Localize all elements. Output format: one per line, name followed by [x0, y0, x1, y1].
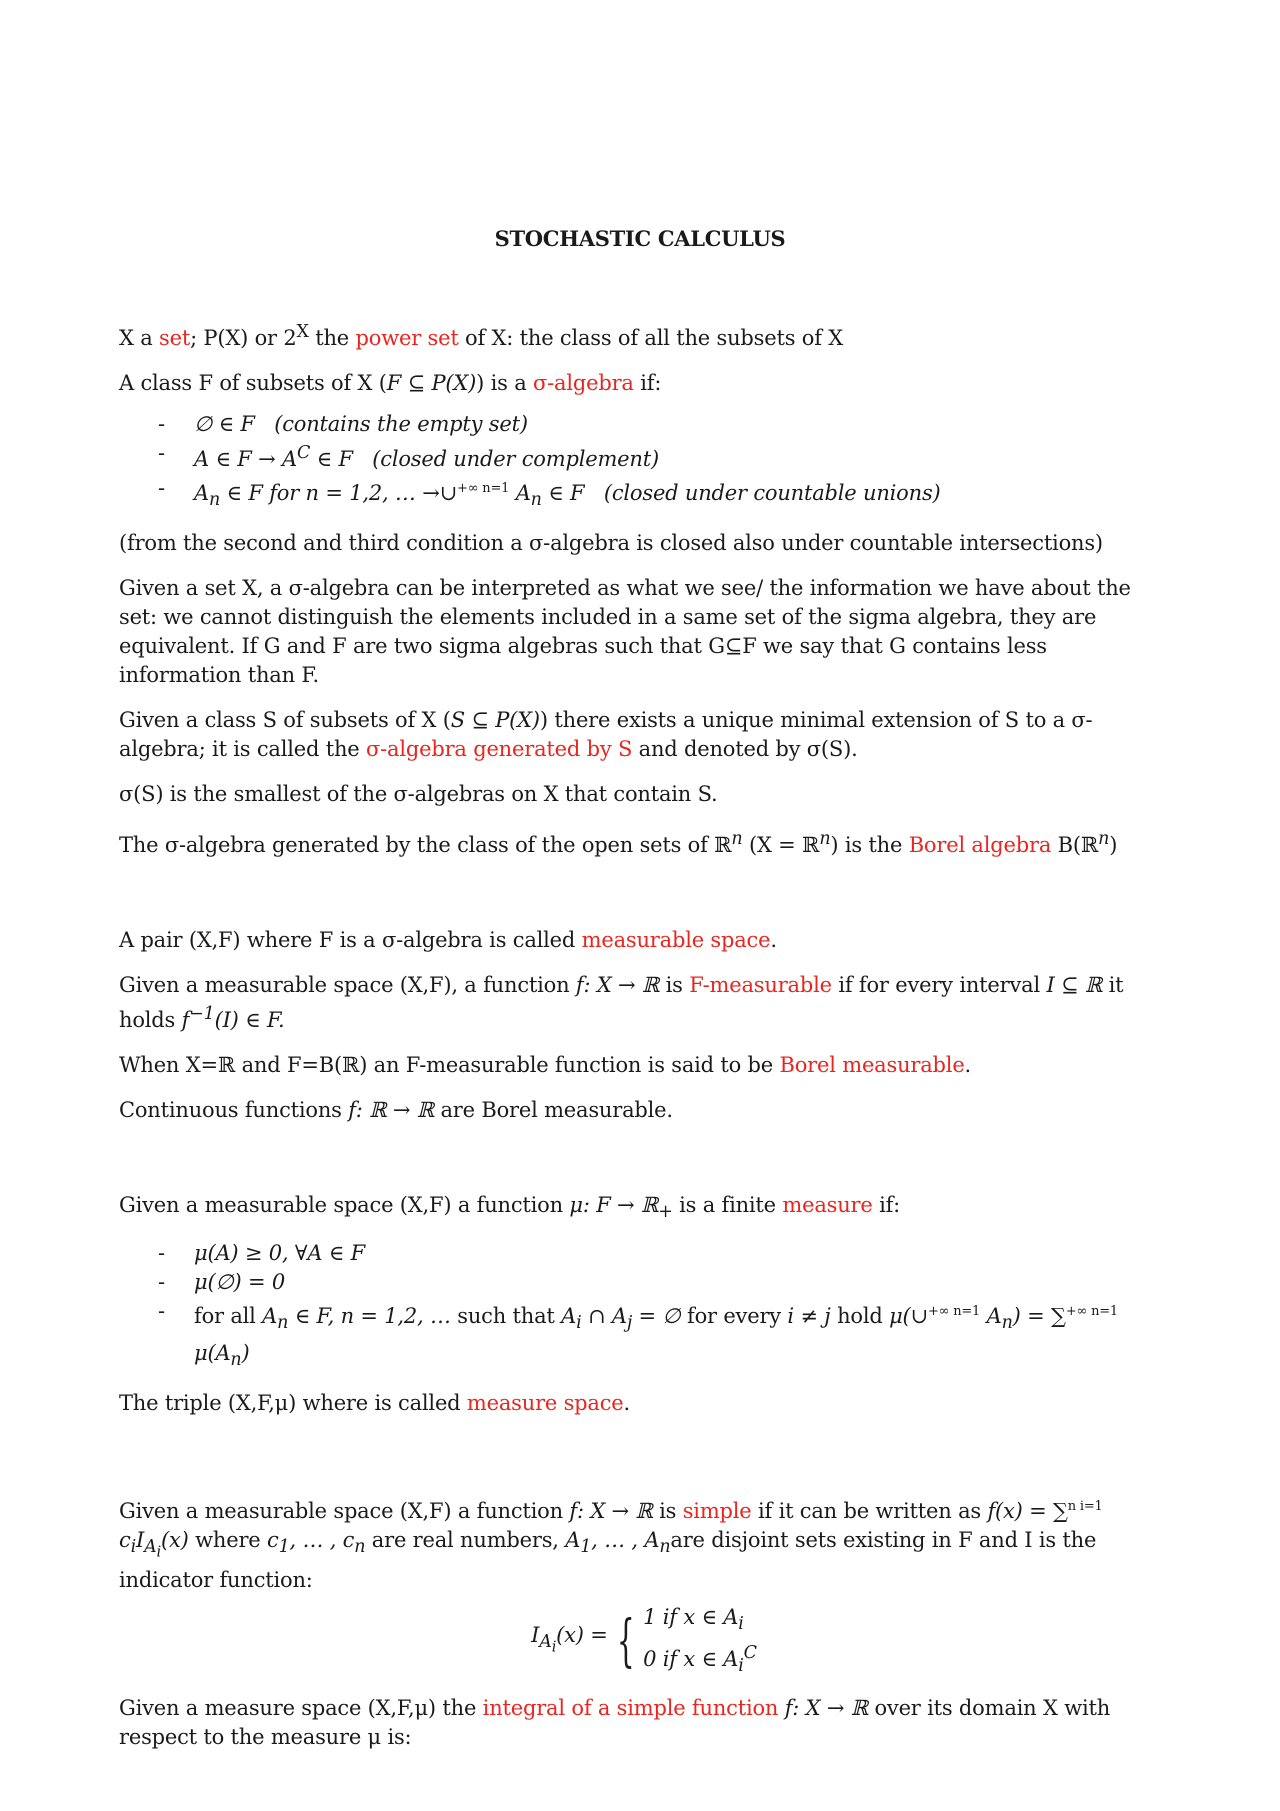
term-set: set	[159, 326, 191, 350]
paragraph-measure-def: Given a measurable space (X,F) a function μ: F → ℝ$_+$ is a finite measure if:	[119, 1193, 901, 1223]
term-integral-simple: integral of a simple function	[482, 1695, 779, 1720]
term-measure-space: measure space	[466, 1390, 624, 1415]
paragraph-information: Given a set X, a σ-algebra can be interpreted as what we see/ the information we have about the set: we cannot distinguish the elements included in a same set of the sigma algebra, they are equivalent. If G and F are two sigma algebras such that G⊆F we say that G contains less information than F.	[119, 576, 1131, 688]
paragraph-measurable-space: A pair (X,F) where F is a σ-algebra is called measurable space.	[119, 928, 777, 953]
paragraph-measure-space: The triple (X,F,μ) where is called measure space.	[119, 1390, 631, 1415]
term-f-measurable: F-measurable	[689, 973, 832, 998]
paragraph-borel-algebra: The σ-algebra generated by the class of the open sets of ℝ$^n$ (X = ℝ$^n$) is the Borel algebra B(ℝ$^n$)	[119, 829, 1118, 858]
paragraph-borel-measurable: When X=ℝ and F=B(ℝ) an F-measurable function is said to be Borel measurable.	[119, 1053, 972, 1078]
paragraph-smallest: σ(S) is the smallest of the σ-algebras on X that contain S.	[119, 782, 718, 807]
paragraph-integral-simple: Given a measure space (X,F,μ) the integral of a simple function f: X → ℝ over its domain X with respect to the measure μ is:	[119, 1695, 1111, 1749]
term-sigma-algebra: σ-algebra	[533, 371, 634, 395]
list-item: - A ∈ $F \to A^C$ ∈ F (closed under complement)	[158, 441, 659, 471]
paragraph-generated: Given a class S of subsets of X (S ⊆ P(X)) there exists a unique minimal extension of S to a σ-algebra; it is called the σ-algebra generated by S and denoted by σ(S).	[119, 708, 1093, 762]
list-item: - for all $A_n$ ∈ F, n = 1,2, … such that $A_i$ ∩ $A_j$ = ∅ for every i ≠ j hold μ(∪$^{+\infty n=1}$ $A_n) = \sum^{+\infty n=1}$ $\mu(A_n)$	[158, 1299, 1119, 1370]
term-generated-sigma: σ-algebra generated by S	[366, 737, 633, 762]
sigma-algebra-conditions	[119, 410, 1169, 515]
term-power-set: power set	[355, 326, 459, 350]
term-borel-measurable: Borel measurable	[779, 1053, 965, 1078]
paragraph-f-measurable: Given a measurable space (X,F), a function f: X → ℝ is F-measurable if for every interval I ⊆ ℝ it holds $f^{-1}(I)$ ∈ F.	[119, 973, 1124, 1033]
paragraph-power-set: X a set; P(X) or $2^X$ the power set of X: the class of all the subsets of X	[119, 322, 843, 350]
term-borel-algebra: Borel algebra	[908, 833, 1052, 858]
formula-cases: 1 if x ∈ $A_i$ 0 if x ∈ $A_i^C$	[643, 1605, 757, 1676]
list-item: - μ(∅) = 0	[158, 1270, 286, 1295]
page-title: STOCHASTIC CALCULUS	[494, 226, 786, 251]
list-item: - μ(A) ≥ 0, ∀A ∈ F	[158, 1241, 365, 1266]
measure-conditions	[119, 1239, 1169, 1374]
document-body	[119, 318, 1169, 1768]
left-brace: {	[616, 1608, 635, 1674]
paragraph-continuous: Continuous functions f: ℝ → ℝ are Borel measurable.	[119, 1098, 673, 1123]
paragraph-simple-function: Given a measurable space (X,F) a function f: X → ℝ is simple if it can be written as f(x) = ∑$^{n i=1}$ $c_iI_{A_i}(x)$ where $c_1$, … , $c_n$ are real numbers, $A_1$, … , $A_nare$ disjoint sets existing in F and I is the indicator function:	[119, 1498, 1103, 1593]
term-simple: simple	[682, 1498, 752, 1523]
term-measure: measure	[782, 1193, 873, 1218]
paragraph-intersections: (from the second and third condition a σ-algebra is closed also under countable intersections)	[119, 531, 1103, 556]
indicator-function-formula: $I_{A_i}(x)$ = { 1 if x ∈ $A_i$ 0 if x ∈ $A_i^C$	[119, 1603, 1169, 1679]
list-item: - $A_n$ ∈ F for n = 1,2, … →∪$^{+\infty n=1}$ $A_n$ ∈ F (closed under countable unions)	[158, 476, 941, 511]
paragraph-sigma-algebra-def: A class F of subsets of X (F ⊆ P(X)) is a σ-algebra if:	[119, 371, 662, 395]
list-item: - ∅ ∈ F (contains the empty set)	[158, 412, 528, 436]
term-measurable-space: measurable space	[581, 928, 771, 953]
